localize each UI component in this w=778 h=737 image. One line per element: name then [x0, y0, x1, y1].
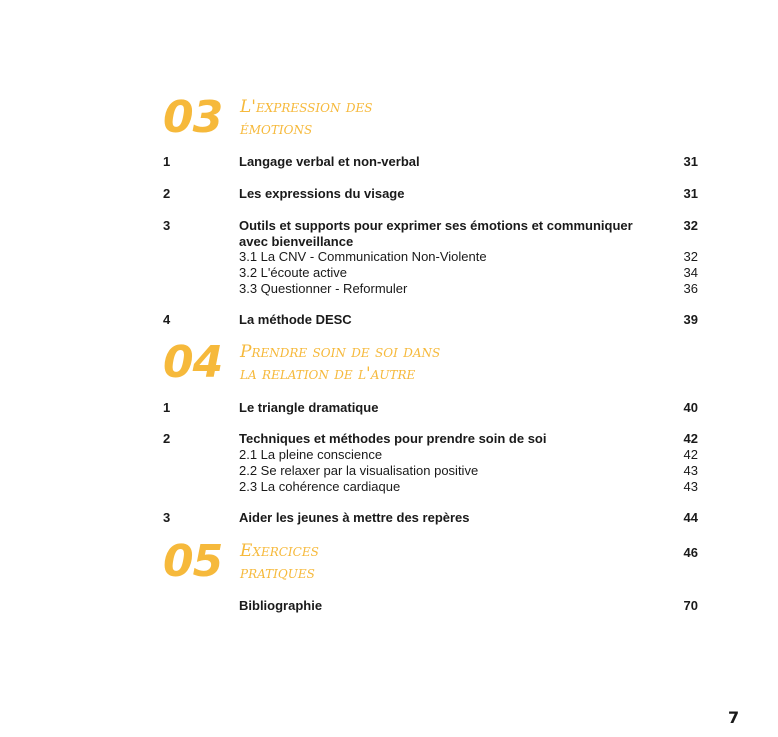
- table-of-contents-page: 03 L'expression des émotions 1 Langage verbal et non-verbal 31 2 Les expressions du visage 31 3 Outils et supports pour exprimer ses émotions et communiquer avec bienveillance 32 3.1 La CNV - Communication Non-Violente 32 3.2 L'écoute active 34 3.3 Questionner - Reformuler 36 4 La méthode DESC 39 04 Prendre soin de soi dans la relation de l'autre 1 Le triangle dramatique 40 2 Techniques et méthodes pour prendre soin de soi 42 2.1 La pleine conscience 42 2.2 Se relaxer par la visualisation positive 43 2.3 La cohérence cardiaque 43 3 Aider les jeunes à mettre des repères 44 05 Exercices pratiques 46 Bibliographie 70 7: [163, 92, 740, 727]
- section-title: Prendre soin de soi dans la relation de l'autre: [240, 342, 441, 384]
- section-title: Exercices pratiques: [240, 541, 319, 583]
- section-header-05[interactable]: [163, 536, 698, 588]
- section-number: 04: [163, 337, 223, 388]
- section-header-03: [163, 92, 703, 144]
- section-number: 03: [163, 92, 223, 143]
- section-title: L'expression des émotions: [240, 97, 373, 139]
- page-folio: 7: [728, 708, 740, 727]
- section-page-number: 46: [683, 545, 698, 560]
- section-number: 05: [163, 536, 223, 587]
- section-header-04: [163, 337, 703, 389]
